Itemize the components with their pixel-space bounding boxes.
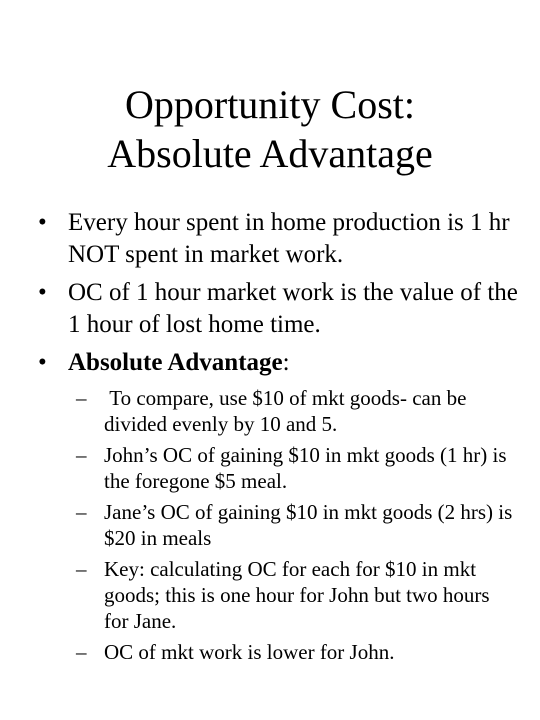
sub-bullet-list bbox=[38, 385, 518, 665]
sub-bullet-item bbox=[38, 442, 518, 494]
sub-bullet-text: John’s OC of gaining $10 in mkt goods (1 hr) is the foregone $5 meal. bbox=[104, 443, 507, 493]
sub-bullet-marker: – bbox=[76, 557, 87, 581]
bullet-text: Every hour spent in home production is 1 hr NOT spent in market work. bbox=[68, 209, 510, 268]
slide-body bbox=[38, 207, 518, 670]
title-line-1: Opportunity Cost: bbox=[124, 82, 416, 127]
sub-bullet-text: Jane’s OC of gaining $10 in mkt goods (2 hrs) is $20 in meals bbox=[104, 500, 513, 550]
bullet-marker: • bbox=[38, 209, 47, 236]
bullet-bold-text: Absolute Advantage bbox=[68, 349, 283, 376]
slide-title bbox=[0, 80, 540, 178]
sub-bullet-text: Key: calculating OC for each for $10 in mkt goods; this is one hour for John but two hours for Jane. bbox=[104, 557, 490, 633]
bullet-marker: • bbox=[38, 349, 47, 376]
bullet-marker: • bbox=[38, 279, 47, 306]
sub-bullet-marker: – bbox=[76, 386, 87, 410]
sub-bullet-text: OC of mkt work is lower for John. bbox=[104, 640, 395, 664]
sub-bullet-item bbox=[38, 499, 518, 551]
sub-bullet-marker: – bbox=[76, 500, 87, 524]
bullet-text: OC of 1 hour market work is the value of the 1 hour of lost home time. bbox=[68, 279, 518, 338]
bullet-item bbox=[38, 347, 518, 379]
title-line-2: Absolute Advantage bbox=[107, 131, 433, 176]
sub-bullet-item bbox=[38, 639, 518, 665]
sub-bullet-marker: – bbox=[76, 443, 87, 467]
sub-bullet-item bbox=[38, 385, 518, 437]
bullet-item bbox=[38, 277, 518, 341]
bullet-text: : bbox=[282, 349, 290, 376]
sub-bullet-item bbox=[38, 556, 518, 634]
bullet-item bbox=[38, 207, 518, 271]
sub-bullet-text: To compare, use $10 of mkt goods- can be divided evenly by 10 and 5. bbox=[104, 386, 472, 436]
sub-bullet-marker: – bbox=[76, 640, 87, 664]
